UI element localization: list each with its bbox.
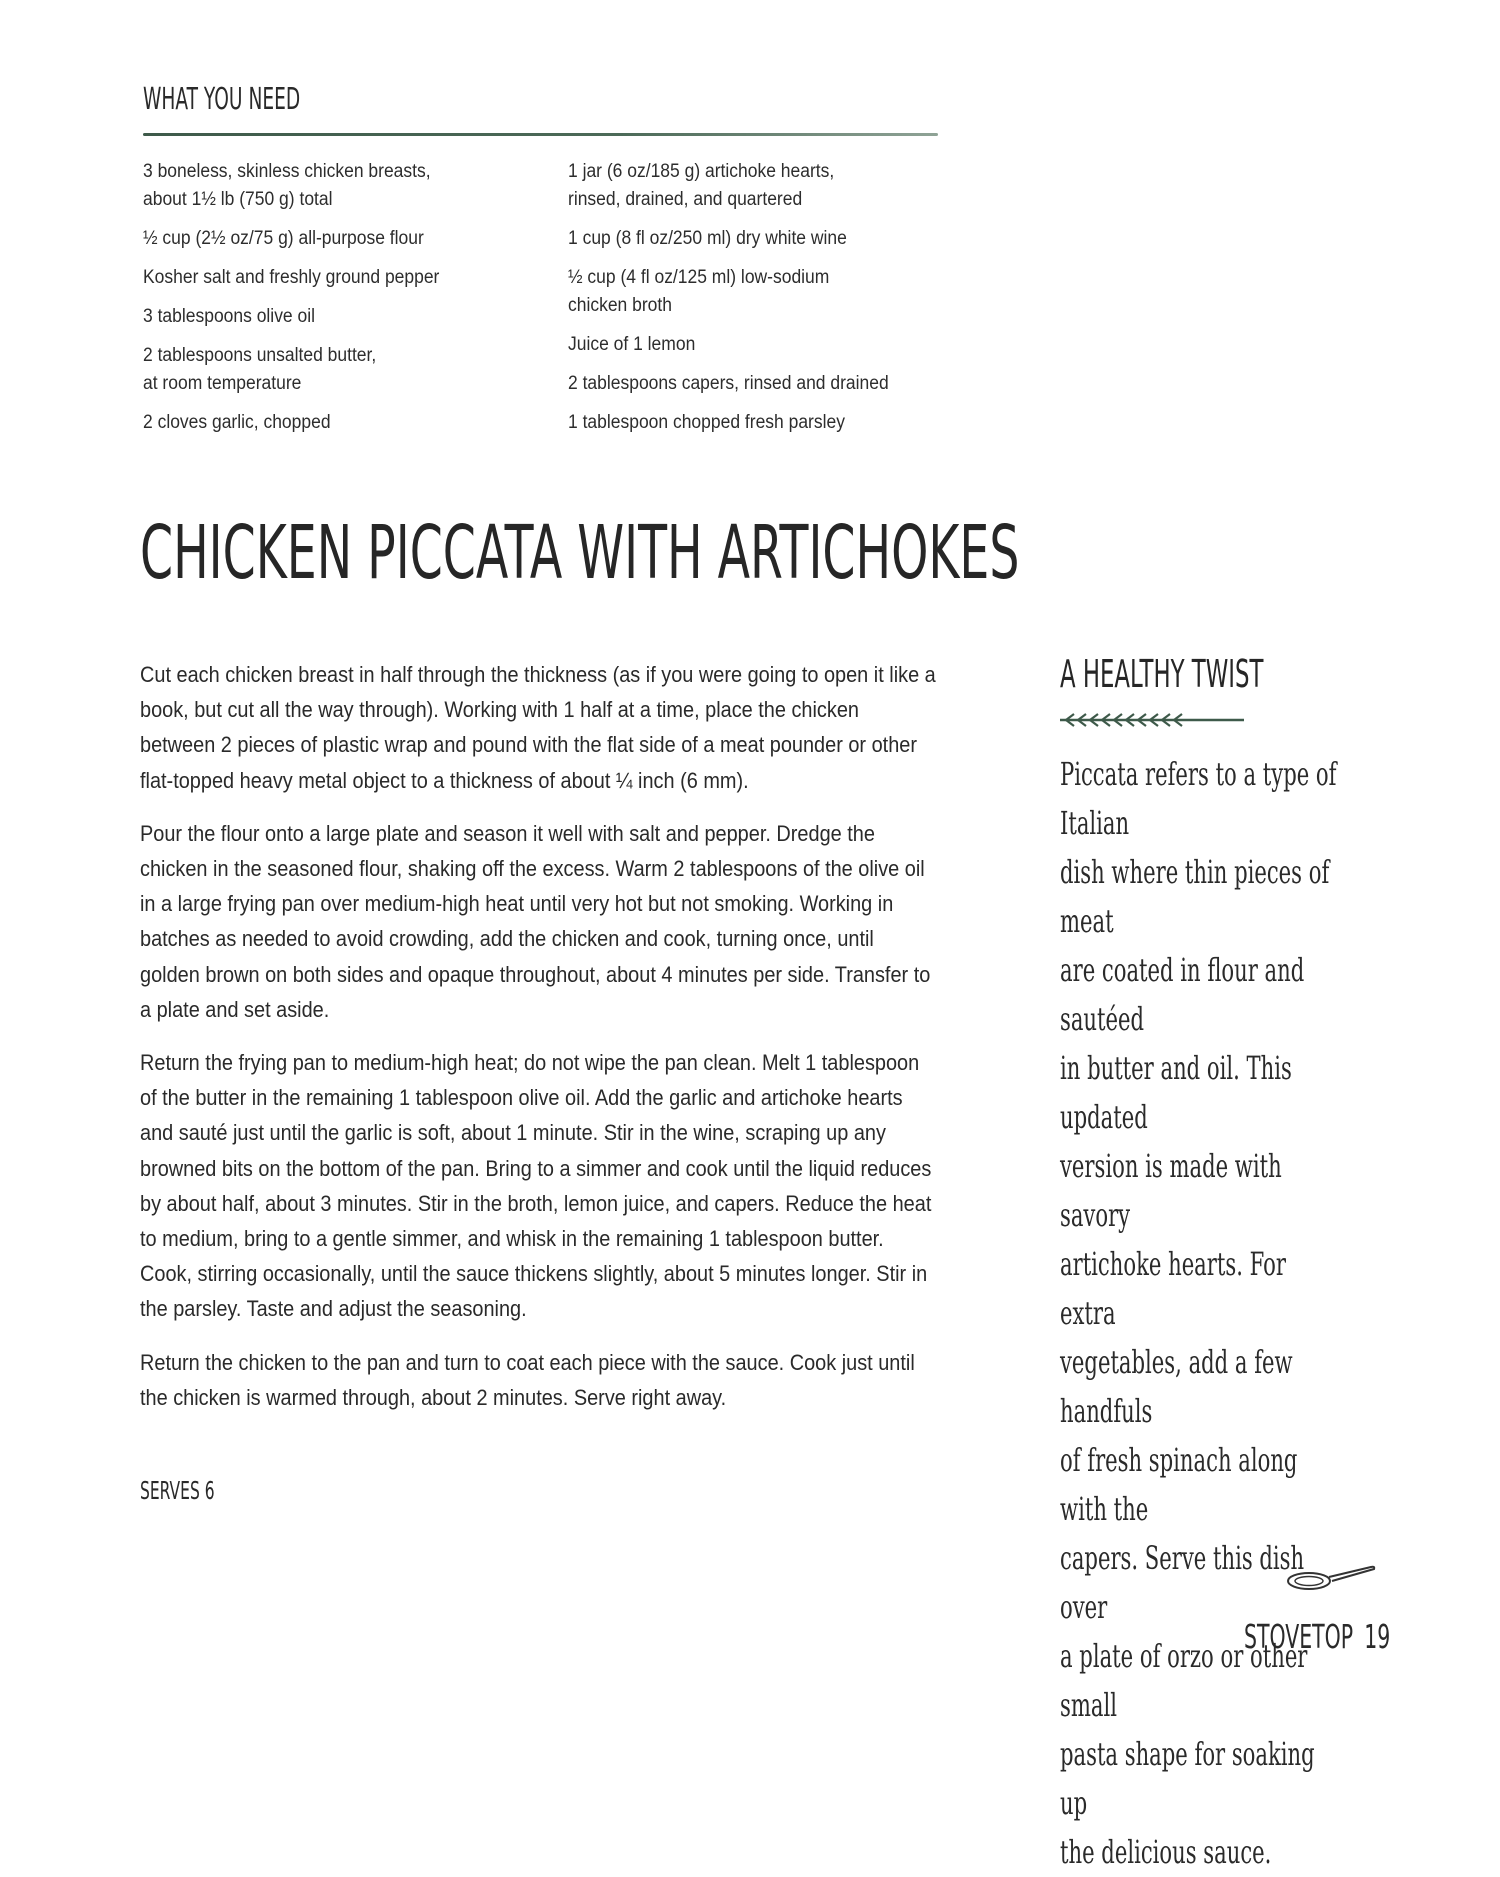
page-footer (1244, 1617, 1390, 1656)
ingredient-item: 3 tablespoons olive oil (143, 306, 316, 327)
ingredient-item: ½ cup (4 fl oz/125 ml) low-sodium chicken broth (568, 267, 830, 316)
ingredient-item: 1 cup (8 fl oz/250 ml) dry white wine (568, 228, 847, 249)
ingredients-list-left (143, 158, 543, 448)
page-number: 19 (1364, 1617, 1391, 1656)
method-step: Cut each chicken breast in half through the thickness (as if you were going to open it like a book, but cut all the way through). Working with 1 half at a time, place the chicken between 2 pieces of plastic wrap and pound with the flat side of a meat pounder or other flat-topped heavy metal object to a thickness of about ¼ inch (6 mm). (140, 662, 936, 793)
ingredients-divider (143, 133, 938, 136)
section-name: STOVETOP (1244, 1617, 1354, 1656)
serves-label: SERVES 6 (140, 1476, 215, 1505)
method-step: Pour the flour onto a large plate and season it well with salt and pepper. Dredge the chicken in the seasoned flour, shaking off the excess. Warm 2 tablespoons of the olive oil in a large frying pan over medium-high heat until very hot but not smoking. Working in batches as needed to avoid crowding, add the chicken and cook, turning once, until golden brown on both sides and opaque throughout, about 4 minutes per side. Transfer to a plate and set aside. (140, 820, 931, 1022)
ingredient-item: 2 tablespoons unsalted butter, at room temperature (143, 345, 377, 394)
ingredient-item: 1 jar (6 oz/185 g) artichoke hearts, rinsed, drained, and quartered (568, 161, 835, 210)
ingredient-item: 2 cloves garlic, chopped (143, 412, 331, 433)
ingredient-item: 3 boneless, skinless chicken breasts, about 1½ lb (750 g) total (143, 161, 431, 210)
ingredient-item: Kosher salt and freshly ground pepper (143, 267, 440, 288)
method-step: Return the chicken to the pan and turn to coat each piece with the sauce. Cook just until the chicken is warmed through, about 2 minutes. Serve right away. (140, 1349, 915, 1410)
arrow-ornament-icon (1058, 712, 1248, 728)
method-steps (140, 657, 940, 1433)
ingredient-item: Juice of 1 lemon (568, 334, 696, 355)
ingredients-list-right (568, 158, 948, 448)
ingredients-heading: WHAT YOU NEED (143, 82, 301, 117)
recipe-title: CHICKEN PICCATA WITH ARTICHOKES (140, 510, 1020, 596)
sidebar-body: Piccata refers to a type of Italian dish where thin pieces of meat are coated in flour and sautéed in butter and oil. This updated version is made with savory artichoke hearts. For extra vegetables, add a few handfuls of fresh spinach along with the capers. Serve this dish over a plate of orzo or other small pasta shape for soaking up the delicious sauce. (1060, 755, 1337, 1871)
ingredient-item: ½ cup (2½ oz/75 g) all-purpose flour (143, 228, 424, 249)
ingredient-item: 1 tablespoon chopped fresh parsley (568, 412, 845, 433)
frying-pan-icon (1285, 1562, 1377, 1592)
method-step: Return the frying pan to medium-high heat; do not wipe the pan clean. Melt 1 tablespoon of the butter in the remaining 1 tablespoon olive oil. Add the garlic and artichoke hearts and sauté just until the garlic is soft, about 1 minute. Stir in the wine, scraping up any browned bits on the bottom of the pan. Bring to a simmer and cook until the liquid reduces by about half, about 3 minutes. Stir in the broth, lemon juice, and capers. Reduce the heat to medium, bring to a gentle simmer, and whisk in the remaining 1 tablespoon butter. Cook, stirring occasionally, until the sauce thickens slightly, about 5 minutes longer. Stir in the parsley. Taste and adjust the seasoning. (140, 1050, 932, 1322)
ingredient-item: 2 tablespoons capers, rinsed and drained (568, 373, 889, 394)
sidebar-heading: A HEALTHY TWIST (1060, 652, 1264, 696)
